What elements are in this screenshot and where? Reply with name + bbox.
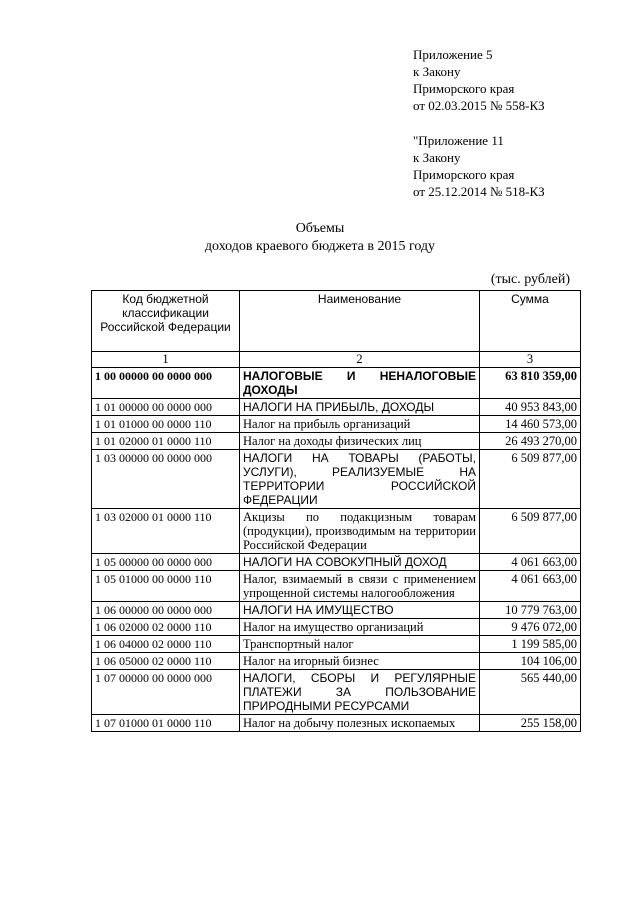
table-row <box>92 554 581 571</box>
row-code: 1 01 00000 00 0000 000 <box>92 399 240 416</box>
document-title <box>0 220 640 256</box>
row-code: 1 01 01000 00 0000 110 <box>92 416 240 433</box>
row-sum: 63 810 359,00 <box>480 368 581 399</box>
row-name: НАЛОГОВЫЕ И НЕНАЛОГОВЫЕ ДОХОДЫ <box>240 368 480 399</box>
row-sum: 10 779 763,00 <box>480 602 581 619</box>
row-sum: 6 509 877,00 <box>480 450 581 509</box>
appendix-11-reference <box>413 132 545 200</box>
table-row <box>92 653 581 670</box>
row-name: НАЛОГИ НА ПРИБЫЛЬ, ДОХОДЫ <box>240 399 480 416</box>
table-row <box>92 368 581 399</box>
row-sum: 104 106,00 <box>480 653 581 670</box>
row-code: 1 07 00000 00 0000 000 <box>92 670 240 715</box>
column-number-1: 1 <box>92 352 240 368</box>
row-name: Налог на добычу полезных ископаемых <box>240 715 480 732</box>
row-code: 1 00 00000 00 0000 000 <box>92 368 240 399</box>
row-sum: 255 158,00 <box>480 715 581 732</box>
row-name: Налог на прибыль организаций <box>240 416 480 433</box>
row-name: НАЛОГИ, СБОРЫ И РЕГУЛЯРНЫЕ ПЛАТЕЖИ ЗА ПОЛЬЗОВАНИЕ ПРИРОДНЫМИ РЕСУРСАМИ <box>240 670 480 715</box>
table-row <box>92 450 581 509</box>
appendix-11-title: "Приложение 11 <box>413 133 504 148</box>
column-number-row <box>92 352 581 368</box>
row-code: 1 07 01000 01 0000 110 <box>92 715 240 732</box>
header-code: Код бюджетной классификации Российской Федерации <box>92 291 240 352</box>
table-row <box>92 602 581 619</box>
table-row <box>92 636 581 653</box>
row-sum: 14 460 573,00 <box>480 416 581 433</box>
row-sum: 565 440,00 <box>480 670 581 715</box>
appendix-11-law: к Закону <box>413 150 461 165</box>
header-name: Наименование <box>240 291 480 352</box>
row-sum: 9 476 072,00 <box>480 619 581 636</box>
table-row <box>92 509 581 554</box>
row-code: 1 06 04000 02 0000 110 <box>92 636 240 653</box>
row-name: Налог на игорный бизнес <box>240 653 480 670</box>
column-number-3: 3 <box>480 352 581 368</box>
row-sum: 4 061 663,00 <box>480 554 581 571</box>
table-row <box>92 416 581 433</box>
table-row <box>92 399 581 416</box>
appendix-11-region: Приморского края <box>413 167 515 182</box>
row-code: 1 06 05000 02 0000 110 <box>92 653 240 670</box>
column-number-2: 2 <box>240 352 480 368</box>
row-name: НАЛОГИ НА СОВОКУПНЫЙ ДОХОД <box>240 554 480 571</box>
row-code: 1 05 01000 00 0000 110 <box>92 571 240 602</box>
table-row <box>92 670 581 715</box>
row-code: 1 06 02000 02 0000 110 <box>92 619 240 636</box>
appendix-5-region: Приморского края <box>413 81 515 96</box>
appendix-5-title: Приложение 5 <box>413 47 493 62</box>
title-line-2: доходов краевого бюджета в 2015 году <box>204 239 436 254</box>
appendix-5-law: к Закону <box>413 64 461 79</box>
row-code: 1 01 02000 01 0000 110 <box>92 433 240 450</box>
row-name: Акцизы по подакцизным товарам (продукции), производимым на территории Российской Федерации <box>240 509 480 554</box>
appendix-11-date: от 25.12.2014 № 518-КЗ <box>413 184 545 199</box>
appendix-5-reference <box>413 46 545 114</box>
row-sum: 40 953 843,00 <box>480 399 581 416</box>
row-name: НАЛОГИ НА ИМУЩЕСТВО <box>240 602 480 619</box>
table-row <box>92 571 581 602</box>
header-sum: Сумма <box>480 291 581 352</box>
units-label: (тыс. рублей) <box>490 272 570 287</box>
appendix-5-date: от 02.03.2015 № 558-КЗ <box>413 98 545 113</box>
row-sum: 4 061 663,00 <box>480 571 581 602</box>
row-name: Налог, взимаемый в связи с применением упрощенной системы налогообложения <box>240 571 480 602</box>
row-sum: 26 493 270,00 <box>480 433 581 450</box>
row-name: НАЛОГИ НА ТОВАРЫ (РАБОТЫ, УСЛУГИ), РЕАЛИЗУЕМЫЕ НА ТЕРРИТОРИИ РОССИЙСКОЙ ФЕДЕРАЦИИ <box>240 450 480 509</box>
row-name: Налог на имущество организаций <box>240 619 480 636</box>
row-sum: 6 509 877,00 <box>480 509 581 554</box>
table-header-row <box>92 291 581 352</box>
row-name: Транспортный налог <box>240 636 480 653</box>
row-code: 1 05 00000 00 0000 000 <box>92 554 240 571</box>
row-name: Налог на доходы физических лиц <box>240 433 480 450</box>
row-code: 1 03 00000 00 0000 000 <box>92 450 240 509</box>
row-code: 1 06 00000 00 0000 000 <box>92 602 240 619</box>
table-row <box>92 715 581 732</box>
table-row <box>92 619 581 636</box>
row-sum: 1 199 585,00 <box>480 636 581 653</box>
title-line-1: Объемы <box>295 221 345 236</box>
table-row <box>92 433 581 450</box>
revenue-table <box>91 290 581 732</box>
row-code: 1 03 02000 01 0000 110 <box>92 509 240 554</box>
